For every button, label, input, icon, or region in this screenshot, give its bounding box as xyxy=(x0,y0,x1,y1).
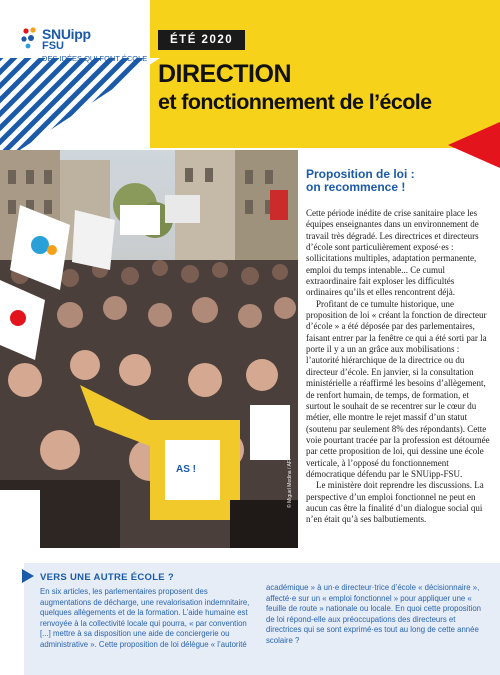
triangle-arrow-icon xyxy=(22,569,34,583)
snuipp-logo xyxy=(20,22,148,63)
logo-fsu: FSU xyxy=(42,40,64,52)
protest-photo-illustration xyxy=(0,150,298,548)
article-heading-line1: Proposition de loi : xyxy=(306,167,415,181)
article-paragraph-1: Cette période inédite de crise sanitaire place les équipes enseignantes dans un environnement de travail très dégradé. Les directrices et directeurs d’école sont particulièrement exposé·es : sollicitations multiples, adaptation permanente, emploi du temps intenable... Ce cumul extraordinaire fait exploser les difficultés ordinaires qu’ils et elles rencontrent déjà. xyxy=(306,208,479,298)
info-box-column-2: académique » à un·e directeur·trice d’école « décisionnaire », affecté·e sur un « emploi fonctionnel » pour appliquer une « feuille de route » nationale ou locale. En quoi cette proposition de loi répond-elle aux préoccupations des directeurs et directrices qui se sont exprimé·es tout au long de cette année scolaire ? xyxy=(266,583,481,645)
page-title: DIRECTION xyxy=(158,60,291,88)
article-paragraph-2: Profitant de ce tumulte historique, une proposition de loi « créant la fonction de directeur d’école » a été déposée par des parlementaires, faisant entrer par la fenêtre ce qui a été sorti par la porte il y a un an grâce aux mobilisations : l’autorité hiérarchique de la directrice ou du directeur d’école. En janvier, si la consultation ministérielle a réaffirmé les besoins d’allègement, de renfort humain, de temps, de formation, et surtout le souhait de se recentrer sur le cœur du métier, elle montre le rejet massif d’un statut (soutenu par seulement 8% des répondants). Cette voie pourtant tracée par la profession est détournée par cette proposition de loi, qui dessine une école verticale, à l’opposé du fonctionnement démocratique défendu par le SNUipp-FSU. xyxy=(306,298,490,479)
logo-brand-name: SNUipp xyxy=(42,26,91,42)
blue-stripes-decoration xyxy=(0,58,160,163)
article-heading xyxy=(306,168,490,194)
info-box xyxy=(24,563,500,675)
season-label: ÉTÉ 2020 xyxy=(158,30,245,50)
snuipp-logo-mark xyxy=(20,26,40,50)
red-corner-triangle xyxy=(448,122,500,168)
logo-slogan: DES IDÉES QUI FONT ÉCOLE xyxy=(42,54,148,63)
page-header xyxy=(0,0,500,150)
protest-photo xyxy=(0,150,298,548)
page-subtitle: et fonctionnement de l’école xyxy=(158,90,432,114)
photo-credit: © Miguel Medina / AFP xyxy=(287,456,293,508)
article-paragraph-3: Le ministère doit reprendre les discussions. La perspective d’un emploi fonctionnel ne peut en aucun cas être la finalité d’un dialogue social qui n’en était qu’à ses balbutiements. xyxy=(306,480,484,525)
article-heading-line2: on recommence ! xyxy=(306,180,406,194)
info-box-column-1: En six articles, les parlementaires proposent des augmentations de décharge, une revalorisation indemnitaire, quelques allègements et de la formation. L’aide humaine est renvoyée à la collectivité locale qui pourra, « par convention [...] mettre à sa disposition une aide de conciergerie ou administrative ». Cette proposition de loi délègue « l’autorité xyxy=(40,587,250,649)
article xyxy=(306,168,490,526)
sign-text: AS ! xyxy=(176,464,196,475)
info-box-heading: VERS UNE AUTRE ÉCOLE ? xyxy=(40,572,174,583)
